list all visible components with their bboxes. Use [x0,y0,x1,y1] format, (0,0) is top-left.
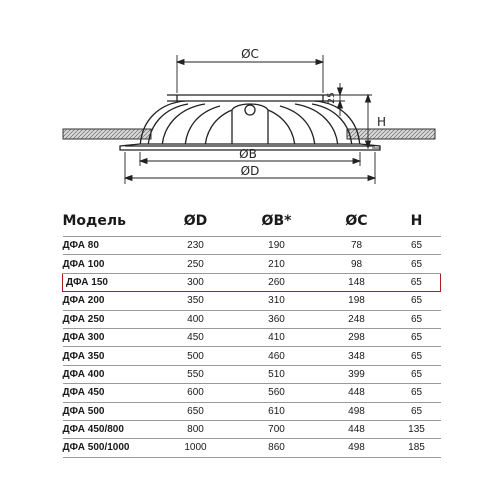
dim-label-b: ØB [239,147,257,161]
ceiling-panel-left [63,129,151,139]
dim-label-h: H [377,115,387,129]
cell-c: 399 [321,365,393,383]
cell-d: 400 [159,310,233,328]
cell-b: 190 [233,237,321,255]
cell-c: 148 [321,273,393,291]
cell-b: 460 [233,347,321,365]
table-row [63,328,441,346]
header-h: H [393,206,441,237]
cell-b: 700 [233,420,321,438]
header-model: Модель [63,206,159,237]
cell-b: 360 [233,310,321,328]
table-row [63,439,441,457]
cell-c: 348 [321,347,393,365]
cell-b: 860 [233,439,321,457]
table-body [63,237,441,458]
cell-model: ДФА 350 [63,347,159,365]
cell-b: 310 [233,292,321,310]
table-row [63,237,441,255]
table-row [63,347,441,365]
cell-h: 185 [393,439,441,457]
cell-d: 500 [159,347,233,365]
cell-c: 498 [321,402,393,420]
cell-d: 350 [159,292,233,310]
dim-label-c: ØC [241,47,259,61]
cell-model: ДФА 150 [63,273,159,291]
table-row [63,292,441,310]
cell-c: 248 [321,310,393,328]
cell-h: 65 [393,255,441,273]
cell-model: ДФА 250 [63,310,159,328]
cell-d: 600 [159,384,233,402]
cell-model: ДФА 200 [63,292,159,310]
cell-h: 65 [393,292,441,310]
dim-label-25: 25 [327,92,337,104]
table-row [63,384,441,402]
table-row [63,365,441,383]
cell-b: 410 [233,328,321,346]
cell-d: 230 [159,237,233,255]
model-spec-table [62,206,441,458]
cell-model: ДФА 450/800 [63,420,159,438]
cell-b: 210 [233,255,321,273]
header-d: ØD [159,206,233,237]
cell-c: 298 [321,328,393,346]
cell-model: ДФА 100 [63,255,159,273]
cell-model: ДФА 400 [63,365,159,383]
cell-b: 610 [233,402,321,420]
cell-c: 98 [321,255,393,273]
cell-b: 560 [233,384,321,402]
cell-model: ДФА 500/1000 [63,439,159,457]
cell-h: 65 [393,365,441,383]
cell-h: 65 [393,237,441,255]
cell-model: ДФА 500 [63,402,159,420]
cell-c: 78 [321,237,393,255]
cell-model: ДФА 300 [63,328,159,346]
cell-c: 198 [321,292,393,310]
cell-model: ДФА 450 [63,384,159,402]
cell-d: 650 [159,402,233,420]
cell-d: 550 [159,365,233,383]
table-header-row [63,206,441,237]
cell-h: 65 [393,402,441,420]
cell-h: 65 [393,328,441,346]
table-row [63,402,441,420]
header-c: ØC [321,206,393,237]
cell-h: 65 [393,310,441,328]
cell-d: 450 [159,328,233,346]
header-b: ØB* [233,206,321,237]
dim-label-d: ØD [240,164,260,178]
cell-d: 800 [159,420,233,438]
cell-c: 448 [321,420,393,438]
table-row [63,310,441,328]
cell-model: ДФА 80 [63,237,159,255]
cell-d: 1000 [159,439,233,457]
cell-d: 300 [159,273,233,291]
cell-h: 135 [393,420,441,438]
table-row [63,255,441,273]
cell-b: 510 [233,365,321,383]
cell-c: 448 [321,384,393,402]
table-row [63,420,441,438]
diffuser-section-drawing [0,0,500,200]
cell-h: 65 [393,273,441,291]
cell-d: 250 [159,255,233,273]
cell-b: 260 [233,273,321,291]
cell-h: 65 [393,384,441,402]
ceiling-panel-right [347,129,435,139]
table-row [63,273,441,291]
cell-h: 65 [393,347,441,365]
cell-c: 498 [321,439,393,457]
